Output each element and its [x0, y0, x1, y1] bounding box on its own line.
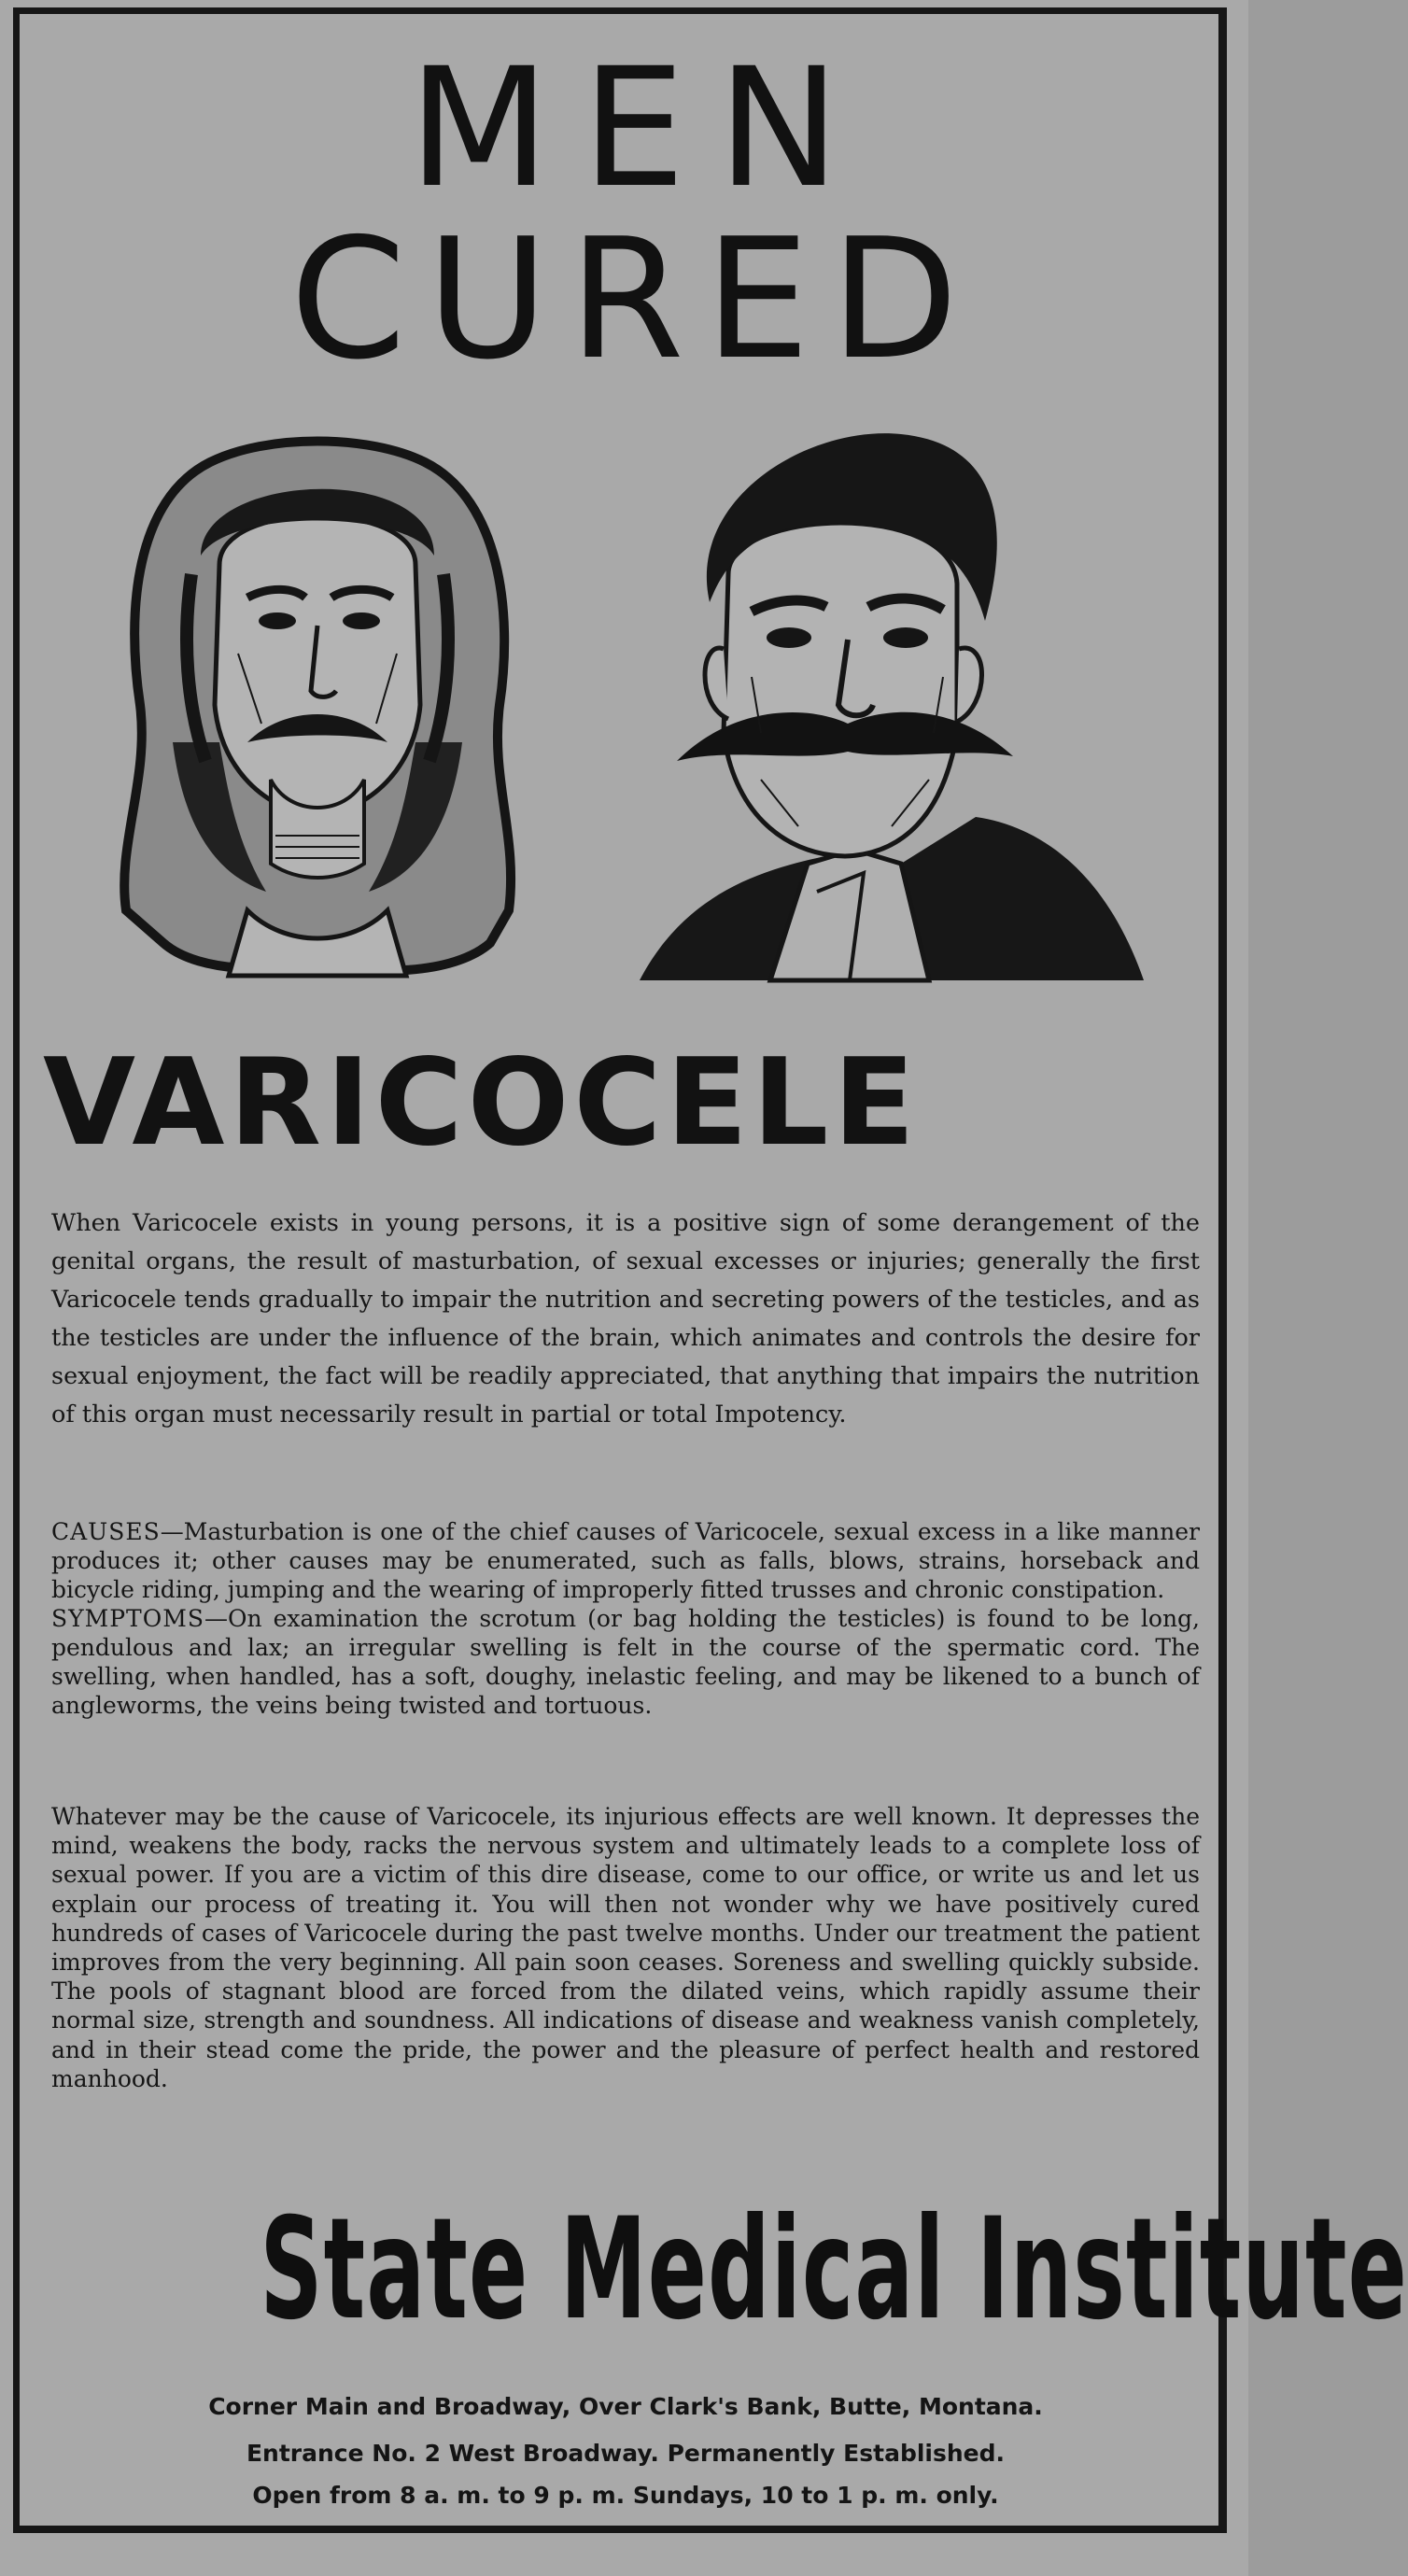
causes-label: CAUSES: [51, 1518, 161, 1545]
portrait-bearded-man-illustration: [98, 425, 537, 985]
institute-name: State Medical Institute: [260, 2189, 1408, 2351]
closing-paragraph: Whatever may be the cause of Varicocele, its injurious effects are well known. It depresses the mind, weakens the body, racks the nervous system and ultimately leads to a complete loss of sexual power. If you are a victim of this dire disease, come to our office, or write us and let us explain our process of treating it. You will then not wonder why we have positively cured hundreds of cases of Varicocele during the past twelve months. Under our treatment the patient improves from the very beginning. All pain soon ceases. Soreness and swelling quickly subside. The pools of stagnant blood are forced from the dilated veins, which rapidly assume their normal size, strength and soundness. All indications of disease and weakness vanish completely, and in their stead come the pride, the power and the pleasure of perfect health and restored manhood.: [51, 1803, 1200, 2092]
portrait-mustached-man-illustration: [621, 425, 1162, 985]
intro-paragraph: When Varicocele exists in young persons, it is a positive sign of some derangement of the genital organs, the result of masturbation, of sexual excesses or injuries; generally the first Varicocele tends gradually to impair the nutrition and secreting powers of the testicles, and as the testicles are under the influence of the brain, which animates and controls the desire for sexual enjoyment, the fact will be readily appreciated, that anything that impairs the nutrition of this organ must necessarily result in partial or total Impotency.: [51, 1209, 1200, 1429]
causes-text: —Masturbation is one of the chief causes of Varicocele, sexual excess in a like manner produces it; other causes may be enumerated, such as falls, blows, strains, horseback and bicycle riding, jumping and the wearing of improperly fitted trusses and chronic constipation.: [51, 1518, 1200, 1603]
headline-men: MEN: [408, 33, 872, 224]
institute-hours: Open from 8 a. m. to 9 p. m. Sundays, 10 to 1 p. m. only.: [252, 2482, 999, 2509]
symptoms-text: —On examination the scrotum (or bag holding the testicles) is found to be long, pendulous and lax; an irregular swelling is felt in the course of the spermatic cord. The swelling, when handled, has a soft, doughy, inelastic feeling, and may be likened to a bunch of angleworms, the veins being twisted and tortuous.: [51, 1605, 1200, 1719]
symptoms-label: SYMPTOMS: [51, 1605, 204, 1632]
causes-symptoms-paragraph: [51, 1517, 1200, 1720]
institute-address: Corner Main and Broadway, Over Clark's Bank, Butte, Montana.: [208, 2393, 1043, 2420]
headline-varicocele: VARICOCELE: [43, 1034, 920, 1173]
headline-cured: CURED: [289, 203, 979, 396]
institute-entrance: Entrance No. 2 West Broadway. Permanently Established.: [246, 2440, 1006, 2467]
